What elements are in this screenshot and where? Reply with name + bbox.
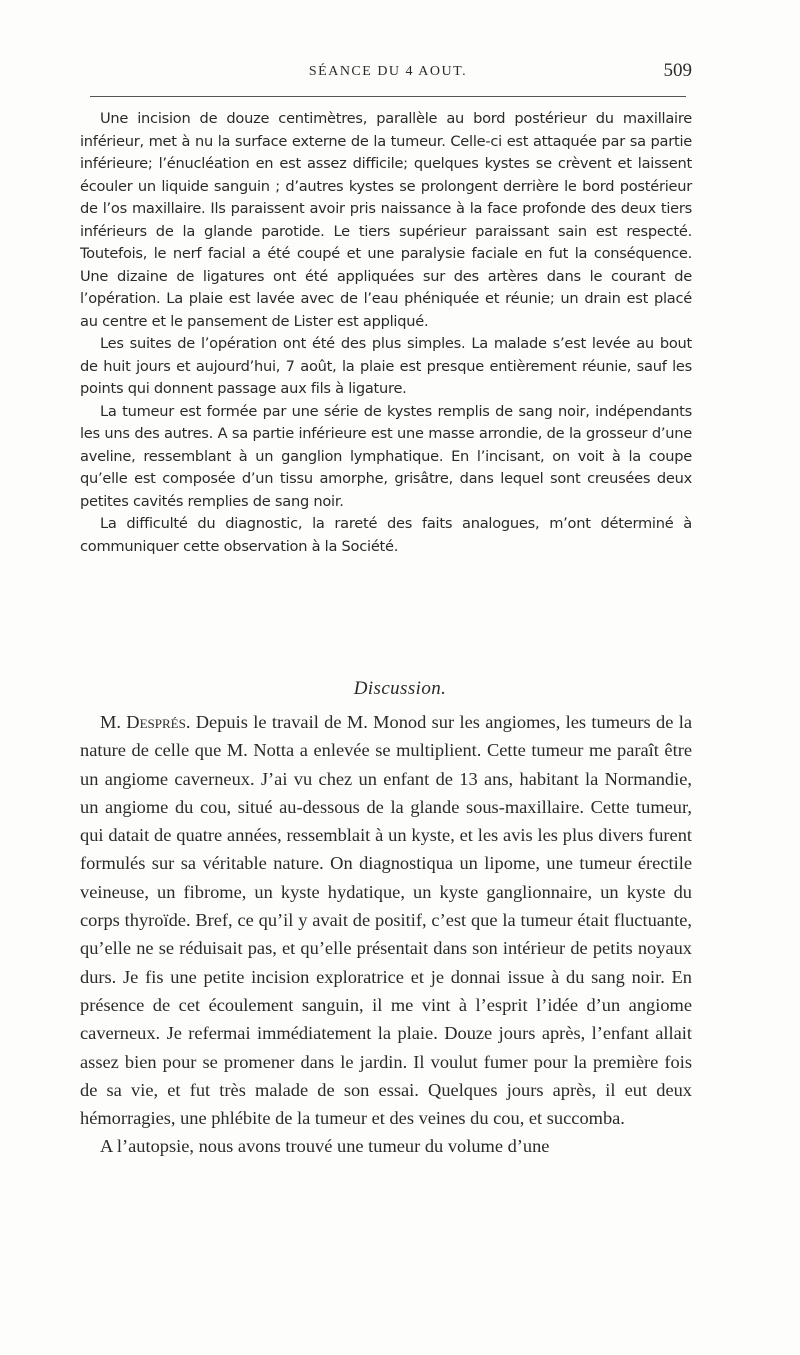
header-rule	[90, 96, 686, 97]
paragraph-autopsy: A l’autopsie, nous avons trouvé une tumeur du volume d’une	[100, 1136, 550, 1157]
case-report-text	[80, 108, 692, 558]
paragraph-tumor-description: La tumeur est formée par une série de kystes remplis de sang noir, indépendants les uns des autres. A sa partie inférieure est une masse arrondie, de la grosseur d’une aveline, ressemblant à un ganglion lymphatique. En l’incisant, on voit à la coupe qu’elle est composée d’un tissu amorphe, grisâtre, dans lequel sont creusées deux petites cavités remplies de sang noir.	[80, 402, 692, 510]
running-title: SÉANCE DU 4 AOUT.	[308, 64, 468, 79]
section-heading: Discussion.	[353, 678, 447, 699]
paragraph-operation: Une incision de douze centimètres, parallèle au bord postérieur du maxillaire inférieur, met à nu la surface externe de la tumeur. Celle-ci est attaquée par sa partie inférieure; l’énucléation en est assez difficile; quelques kystes se crèvent et laissent écouler un liquide sanguin ; d’autres kystes se prolongent derrière le bord postérieur de l’os maxillaire. Ils paraissent avoir pris naissance à la face profonde des deux tiers inférieurs de la glande parotide. Le tiers supérieur paraissant sain est respecté. Toutefois, le nerf facial a été coupé et une paralysie faciale en fut la conséquence. Une dizaine de ligatures ont été appliquées sur des artères dans le courant de l’opération. La plaie est lavée avec de l’eau phéniquée et réunie; un drain est placé au centre et le pansement de Lister est appliqué.	[80, 110, 692, 330]
paragraph-recovery: Les suites de l’opération ont été des plus simples. La malade s’est levée au bout de huit jours et aujourd’hui, 7 août, la plaie est presque entièrement réunie, sauf les points qui donnent passage aux fils à ligature.	[80, 335, 692, 397]
running-header	[80, 58, 696, 88]
paragraph-despres-remarks	[80, 708, 692, 1132]
discussion-text	[80, 708, 692, 1161]
page-number: 509	[663, 60, 692, 81]
speaker-name: M. Després.	[100, 712, 191, 732]
remarks-text: Depuis le travail de M. Monod sur les angiomes, les tumeurs de la nature de celle que M. Notta a enlevée se multiplient. Cette tumeur me paraît être un angiome caverneux. J’ai vu chez un enfant de 13 ans, habitant la Normandie, un angiome du cou, situé au-dessous de la glande sous-maxillaire. Cette tumeur, qui datait de quatre années, ressemblait à un kyste, et les avis les plus divers furent formulés sur sa véritable nature. On diagnostiqua un lipome, une tumeur érectile veineuse, un fibrome, un kyste hydatique, un kyste ganglionnaire, un kyste du corps thyroïde. Bref, ce qu’il y avait de positif, c’est que la tumeur était fluctuante, qu’elle ne se réduisait pas, et qu’elle présentait dans son intérieur de petits noyaux durs. Je fis une petite incision exploratrice et je donnai issue à du sang noir. En présence de cet écoulement sanguin, il me vint à l’esprit l’idée d’un angiome caverneux. Je refermai immédiatement la plaie. Douze jours après, l’enfant allait assez bien pour se promener dans le jardin. Il voulut fumer pour la première fois de sa vie, et fut très malade de son essai. Quelques jours après, il eut deux hémorragies, une phlébite de la tumeur et des veines du cou, et succomba.	[80, 712, 692, 1129]
paragraph-conclusion: La difficulté du diagnostic, la rareté des faits analogues, m’ont déterminé à communiquer cette observation à la Société.	[80, 515, 692, 555]
